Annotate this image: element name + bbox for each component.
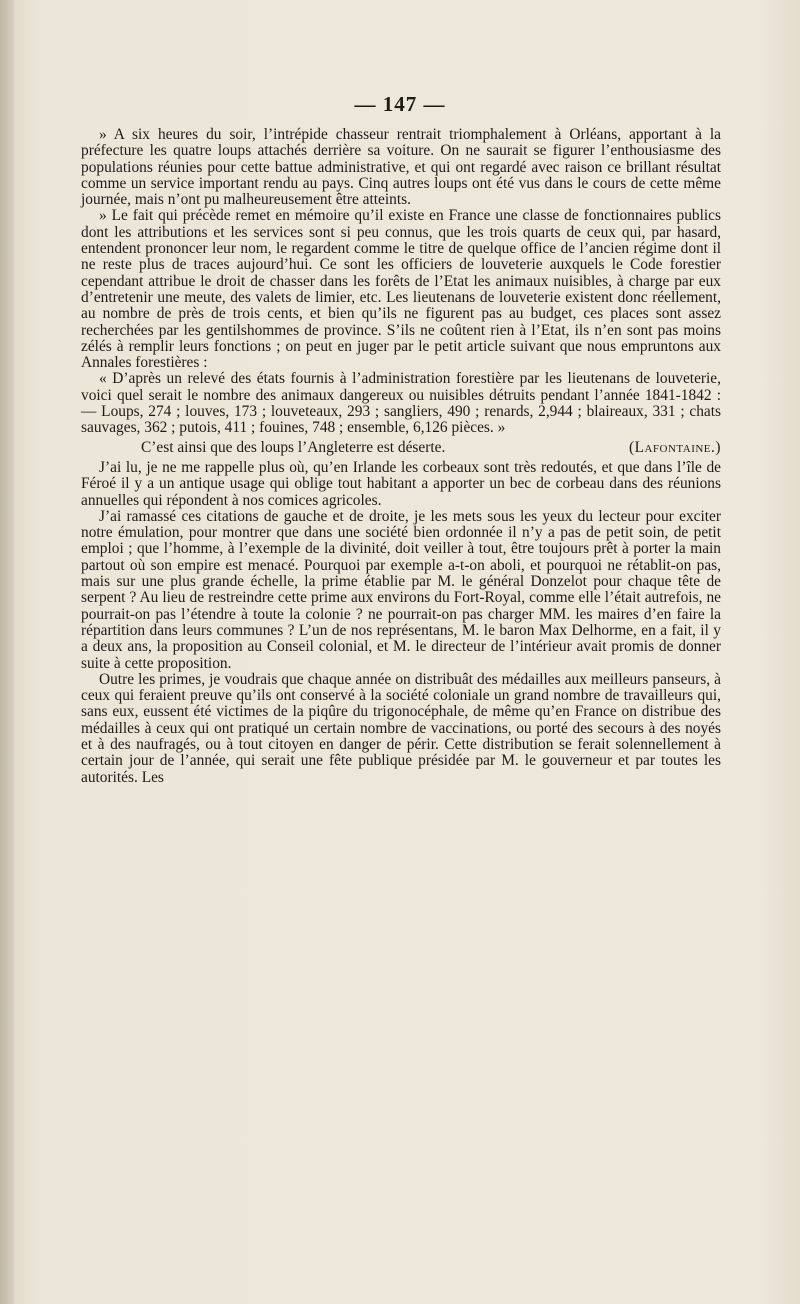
paragraph-medals: Outre les primes, je voudrais que chaque année on distribuât des médailles aux meilleurs panseurs, à ceux qui feraient preuve qu’ils ont conservé à la société coloniale un grand nombre de travailleurs qui, sans eux, eussent été victimes de la piqûre du trigonocéphale, de même qu’en France on distribue des médailles à ceux qui ont pratiqué un certain nombre de vaccinations, ou porté des secours à des noyés et à des naufragés, ou à tout citoyen en danger de périr. Cette distribution se ferait solennellement à certain jour de l’année, qui serait une fête publique présidée par M. le gouverneur et par toutes les autorités. Les [81,670,721,786]
closing-quote: C’est ainsi que des loups l’Angleterre est déserte. [141,438,446,456]
paragraph-louveterie: » Le fait qui précède remet en mémoire qu’il existe en France une classe de fonctionnaires publics dont les attributions et les services sont si peu connus, que les trois quarts de ceux qui, par hasard, entendent prononcer leur nom, le regardent comme le titre de quelque office de l’ancien régime dont il ne reste plus de traces aujourd’hui. Ce sont les officiers de louveterie auxquels le Code forestier cependant attribue le droit de chasser dans les forêts de l’Etat les animaux nuisibles, à charge par eux d’entretenir une meute, des valets de limier, etc. Les lieutenans de louveterie existent donc réellement, au nombre de près de trois cents, et bien qu’ils ne figurent pas au budget, ces places sont assez recherchées par les gentilshommes de province. S’ils ne coûtent rien à l’Etat, ils n’en sont pas moins zélés à remplir leurs fonctions ; on peut en juger par le petit article suivant que nous empruntons aux Annales forestières : [81,207,721,372]
text-block [81,127,721,786]
binding-edge [0,0,14,1304]
paragraph-arrival-orleans: » A six heures du soir, l’intrépide chasseur rentrait triomphalement à Orléans, apportant à la préfecture les quatre loups attachés derrière sa voiture. On ne saurait se figurer l’enthousiasme des populations réunies pour cette battue administrative, et qui ont regardé avec raison ce brillant résultat comme un service important rendu au pays. Cinq autres loups ont été vus dans le cours de cette même journée, mais n’ont pu malheureusement être atteints. [81,126,721,209]
paragraph-citations: J’ai ramassé ces citations de gauche et de droite, je les mets sous les yeux du lecteur pour exciter notre émulation, pour montrer que dans une société bien ordonnée il n’y a pas de petit soin, de petit emploi ; que l’homme, à l’exemple de la divinité, doit veiller à tout, être toujours prêt à porter la main partout où son empire est menacé. Pourquoi par exemple a-t-on aboli, et pourquoi ne rétablit-on pas, mais sur une plus grande échelle, la prime établie par M. le général Donzelot pour chaque tête de serpent ? Au lieu de restreindre cette prime aux environs du Fort-Royal, comme elle l’était autrefois, ne pourrait-on pas l’étendre à toute la colonie ? ne pourrait-on pas charger MM. les maires d’en faire la répartition dans leurs communes ? L’un de nos représentans, M. le baron Max Delhorme, en a fait, il y a deux ans, la proposition au Conseil colonial, et M. le directeur de l’intérieur avait promis de donner suite à cette proposition. [81,507,721,672]
page-number: — 147 — [354,92,446,116]
closing-line [81,440,721,456]
closing-signature: (Lafontaine.) [628,438,721,456]
paragraph-statistics-quote: « D’après un relevé des états fournis à l’administration forestière par les lieutenans de louveterie, voici quel serait le nombre des animaux dangereux ou nuisibles détruits pendant l’année 1841-1842 : — Loups, 274 ; louves, 173 ; louveteaux, 293 ; sangliers, 490 ; renards, 2,944 ; blaireaux, 331 ; chats sauvages, 362 ; putois, 411 ; fouines, 748 ; ensemble, 6,126 pièces. » [81,370,721,437]
paragraph-ireland-ravens: J’ai lu, je ne me rappelle plus où, qu’en Irlande les corbeaux sont très redoutés, et que dans l’île de Féroé il y a un antique usage qui oblige tout habitant a apporter un bec de corbeau dans des réunions annuelles qui répondent à nos comices agricoles. [81,458,721,509]
